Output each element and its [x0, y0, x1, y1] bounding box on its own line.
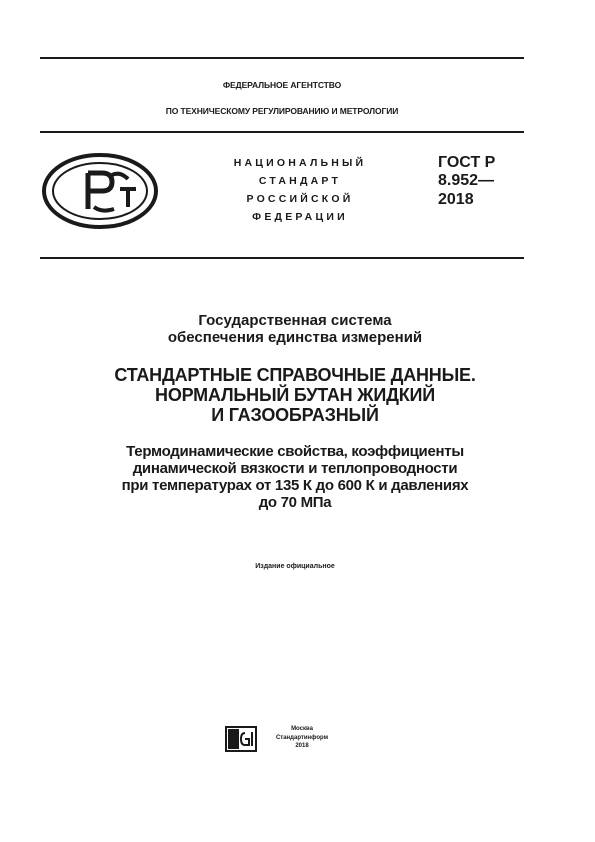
subtitle-line-1: Термодинамические свойства, коэффициенты	[126, 443, 464, 460]
gost-code: ГОСТ Р	[438, 154, 496, 171]
publisher-year: 2018	[295, 743, 309, 749]
document-title	[40, 365, 550, 425]
title-line-3: И ГАЗООБРАЗНЫЙ	[211, 405, 379, 425]
system-title	[40, 312, 550, 346]
gost-designation	[438, 154, 495, 209]
edition-note: Издание официальное	[255, 563, 335, 570]
standard-type-line-4: ФЕДЕРАЦИИ	[252, 211, 348, 223]
title-line-1: СТАНДАРТНЫЕ СПРАВОЧНЫЕ ДАННЫЕ.	[114, 365, 476, 385]
agency-line-1: ФЕДЕРАЛЬНОЕ АГЕНТСТВО	[222, 80, 342, 90]
standard-type-line-2: СТАНДАРТ	[258, 175, 342, 187]
subtitle-line-4: до 70 МПа	[258, 494, 332, 511]
document-subtitle	[40, 443, 550, 511]
top-rule	[40, 57, 524, 59]
publisher-block	[262, 725, 342, 751]
gost-number: 8.952—	[438, 172, 495, 190]
rst-emblem-icon	[40, 151, 160, 231]
standard-type-line-3: РОССИЙСКОЙ	[246, 193, 354, 205]
system-line-1: Государственная система	[198, 312, 392, 329]
standard-type-line-1: НАЦИОНАЛЬНЫЙ	[233, 157, 367, 169]
publisher-logo-icon	[225, 726, 257, 752]
subtitle-line-2: динамической вязкости и теплопроводности	[132, 460, 458, 477]
header-rule-bottom	[40, 257, 524, 259]
agency-line-2: ПО ТЕХНИЧЕСКОМУ РЕГУЛИРОВАНИЮ И МЕТРОЛОГИИ	[165, 106, 399, 116]
title-line-2: НОРМАЛЬНЫЙ БУТАН ЖИДКИЙ	[155, 385, 435, 405]
gost-year: 2018	[438, 190, 474, 208]
system-line-2: обеспечения единства измерений	[167, 329, 423, 346]
header-rule-top	[40, 131, 524, 133]
subtitle-line-3: при температурах от 135 К до 600 К и давлениях	[121, 477, 469, 494]
publisher-name: Стандартинформ	[275, 734, 329, 741]
publisher-city: Москва	[291, 726, 313, 732]
